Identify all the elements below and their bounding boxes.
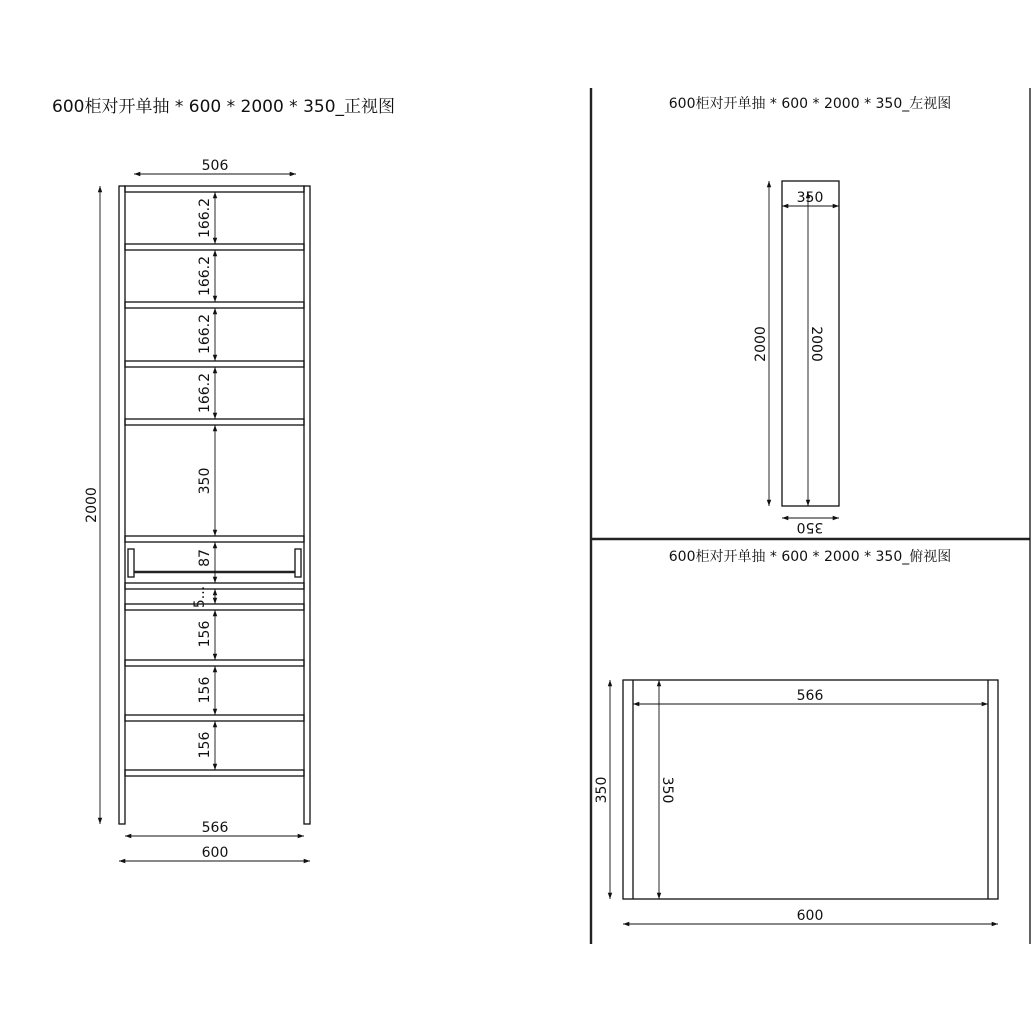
shelf	[125, 770, 304, 776]
dim-gap-2: 166.2	[197, 255, 213, 297]
right-side-panel	[304, 186, 310, 824]
dim-top-inner-width: 566	[796, 688, 824, 704]
dim-gap-4: 166.2	[197, 372, 213, 414]
dim-gap-5: 350	[197, 467, 213, 495]
front-view-title: 600柜对开单抽 * 600 * 2000 * 350_正视图	[52, 97, 396, 117]
shelf	[125, 244, 304, 250]
dim-gap-6: 87	[197, 549, 213, 567]
dim-gap-7: 5...	[192, 585, 208, 609]
shelf	[125, 361, 304, 367]
top-panel	[125, 186, 304, 192]
dim-gap-8: 156	[197, 620, 213, 648]
dim-height-outer: 2000	[753, 326, 769, 362]
left-view	[669, 95, 952, 535]
dim-top-depth-outer: 350	[594, 776, 610, 804]
top-outline	[623, 680, 998, 899]
shelf	[125, 715, 304, 721]
dim-depth-top: 350	[796, 190, 824, 206]
left-view-title: 600柜对开单抽 * 600 * 2000 * 350_左视图	[668, 96, 952, 112]
panel-dividers	[591, 88, 1030, 944]
dim-height: 2000	[84, 487, 100, 523]
dim-inner-width: 566	[201, 820, 229, 836]
shelf	[125, 660, 304, 666]
dim-top-width: 506	[201, 158, 229, 174]
drawer-slide-left	[128, 549, 134, 577]
dim-top-outer-width: 600	[796, 908, 824, 924]
dim-depth-bottom: 350	[796, 519, 824, 535]
shelf	[125, 536, 304, 542]
front-view	[52, 97, 395, 861]
top-view-title: 600柜对开单抽 * 600 * 2000 * 350_俯视图	[668, 549, 952, 565]
shelf	[125, 604, 304, 610]
dim-gap-9: 156	[197, 676, 213, 704]
dim-outer-width: 600	[201, 845, 229, 861]
cabinet-frame	[119, 186, 310, 824]
top-view	[594, 548, 998, 924]
dim-gap-3: 166.2	[197, 313, 213, 355]
left-side-panel	[119, 186, 125, 824]
drawer-bottom-panel	[125, 583, 304, 589]
shelf	[125, 419, 304, 425]
dim-gap-1: 166.2	[197, 197, 213, 239]
dim-height-inner: 2000	[808, 326, 824, 362]
dim-gap-10: 156	[197, 731, 213, 759]
drawer-slide-right	[295, 549, 301, 577]
dim-top-depth-inner: 350	[659, 776, 675, 804]
shelf	[125, 302, 304, 308]
